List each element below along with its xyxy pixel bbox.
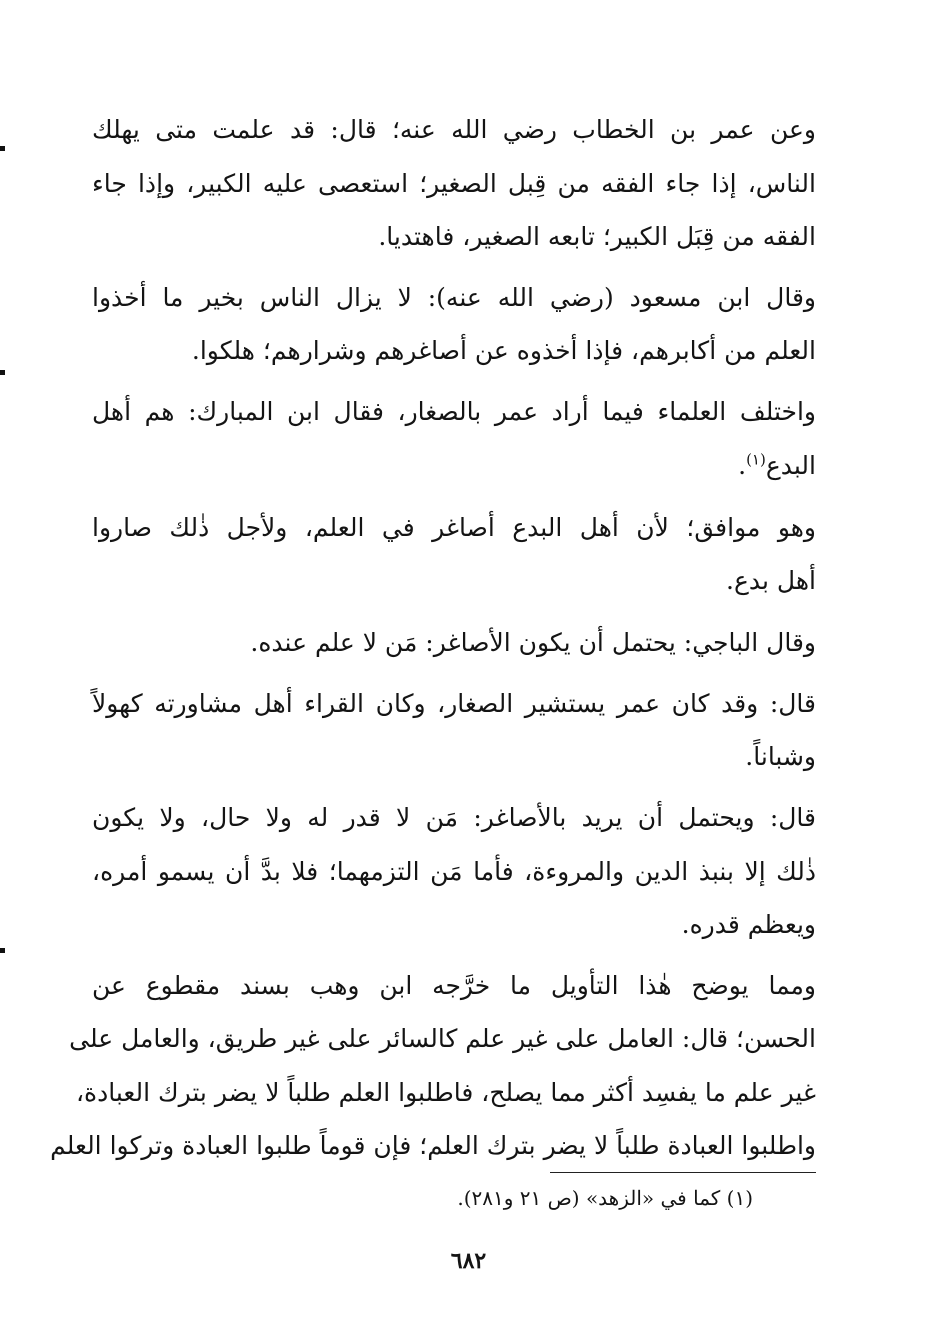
page-number: ٦٨٢ [450,1248,487,1274]
text-line: الفقه من قِبَل الكبير؛ تابعه الصغير، فاهتديا. [378,222,816,251]
text-fragment: . [738,451,747,480]
text-line: وشباناً. [745,742,816,771]
text-line: واختلف العلماء فيما أراد عمر بالصغار، فقال ابن المبارك: هم أهل [92,397,816,426]
text-line: قال: ويحتمل أن يريد بالأصاغر: مَن لا قدر له ولا حال، ولا يكون [92,803,816,832]
text-fragment: البدع [765,451,816,480]
text-line: واطلبوا العبادة طلباً لا يضر بترك العلم؛ فإن قوماً طلبوا العبادة وتركوا العلم [50,1131,816,1160]
text-line: وعن عمر بن الخطاب رضي الله عنه؛ قال: قد علمت متى يهلك [92,115,816,144]
text-line: قال: وقد كان عمر يستشير الصغار، وكان القراء أهل مشاورته كهولاً [92,689,816,718]
scan-edge-mark [0,948,5,953]
text-line: وقال ابن مسعود (رضي الله عنه): لا يزال الناس بخير ما أخذوا [92,283,816,312]
text-line: أهل بدع. [726,566,816,595]
footnote-reference[interactable]: (١) [746,450,766,469]
text-line: العلم من أكابرهم، فإذا أخذوه عن أصاغرهم وشرارهم؛ هلكوا. [191,336,816,365]
text-line: ويعظم قدره. [681,910,816,939]
footnote-separator [550,1172,816,1173]
text-line: وقال الباجي: يحتمل أن يكون الأصاغر: مَن لا علم عنده. [250,628,816,657]
scan-edge-mark [0,370,5,375]
text-line [92,450,816,482]
footnote: (١) كما في «الزهد» (ص ٢١ و٢٨١). [457,1186,753,1210]
text-line: ومما يوضح هٰذا التأويل ما خرَّجه ابن وهب بسند مقطوع عن [92,971,816,1000]
text-line: غير علم ما يفسِد أكثر مما يصلح، فاطلبوا العلم طلباً لا يضر بترك العبادة، [75,1078,816,1107]
scan-edge-mark [0,146,5,151]
text-line: الحسن؛ قال: العامل على غير علم كالسائر على غير طريق، والعامل على [69,1024,816,1053]
text-line: الناس، إذا جاء الفقه من قِبل الصغير؛ استعصى عليه الكبير، وإذا جاء [92,169,817,198]
text-line: وهو موافق؛ لأن أهل البدع أصاغر في العلم، ولأجل ذٰلك صاروا [92,513,816,542]
text-line: ذٰلك إلا بنبذ الدين والمروءة، فأما مَن التزمهما؛ فلا بدَّ أن يسمو أمره، [92,857,816,886]
